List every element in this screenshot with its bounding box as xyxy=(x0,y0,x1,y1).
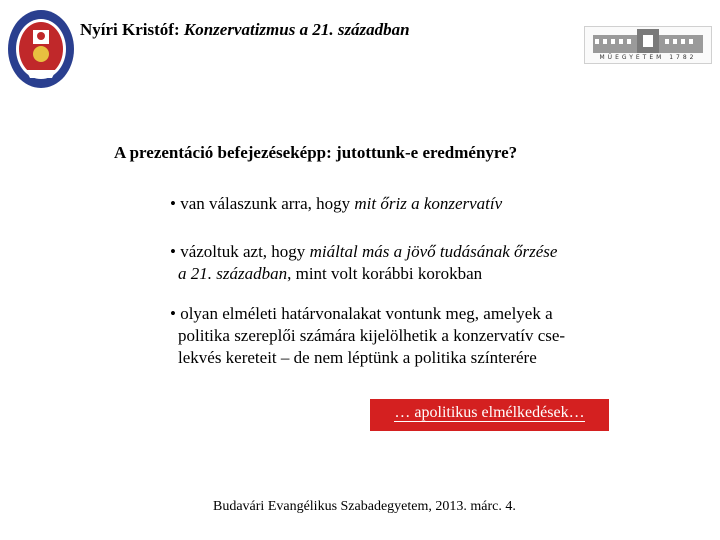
bullet-text-italic: miáltal más a jövő tudásának őrzése xyxy=(309,242,558,261)
bullet-text: , mint volt korábbi korokban xyxy=(287,264,483,283)
callout-text: … apolitikus elmélkedések… xyxy=(394,404,585,421)
bullet-item xyxy=(170,303,650,369)
university-seal-logo xyxy=(6,8,76,90)
header-topic: Konzervatizmus a 21. században xyxy=(183,20,410,39)
bullet-continuation: lekvés kereteit – de nem léptünk a politika színterére xyxy=(178,348,537,367)
callout-box xyxy=(370,399,609,431)
bullet-text-italic: a 21. században xyxy=(178,264,288,283)
building-icon xyxy=(585,27,711,55)
muegyetem-logo xyxy=(584,26,712,64)
bullet-item xyxy=(170,193,650,215)
bullet-item xyxy=(170,241,650,285)
bullet-text-italic: mit őriz a konzervatív xyxy=(354,194,503,213)
logo-caption: MŰEGYETEM 1782 xyxy=(599,54,697,61)
bullet-text: • van válaszunk arra, hogy xyxy=(170,194,355,213)
header-author: Nyíri Kristóf: xyxy=(80,20,180,39)
footer-text: Budavári Evangélikus Szabadegyetem, 2013. márc. 4. xyxy=(213,499,516,514)
bullet-continuation: politika szereplői számára kijelölhetik a konzervatív cse- xyxy=(178,326,566,345)
bullet-text: • vázoltuk azt, hogy xyxy=(170,242,310,261)
slide-heading: A prezentáció befejezéseképp: jutottunk-e eredményre? xyxy=(114,143,518,162)
bullet-text: • olyan elméleti határvonalakat vontunk meg, amelyek a xyxy=(170,304,553,323)
bullet-continuation xyxy=(170,263,650,285)
header-title xyxy=(80,20,410,40)
